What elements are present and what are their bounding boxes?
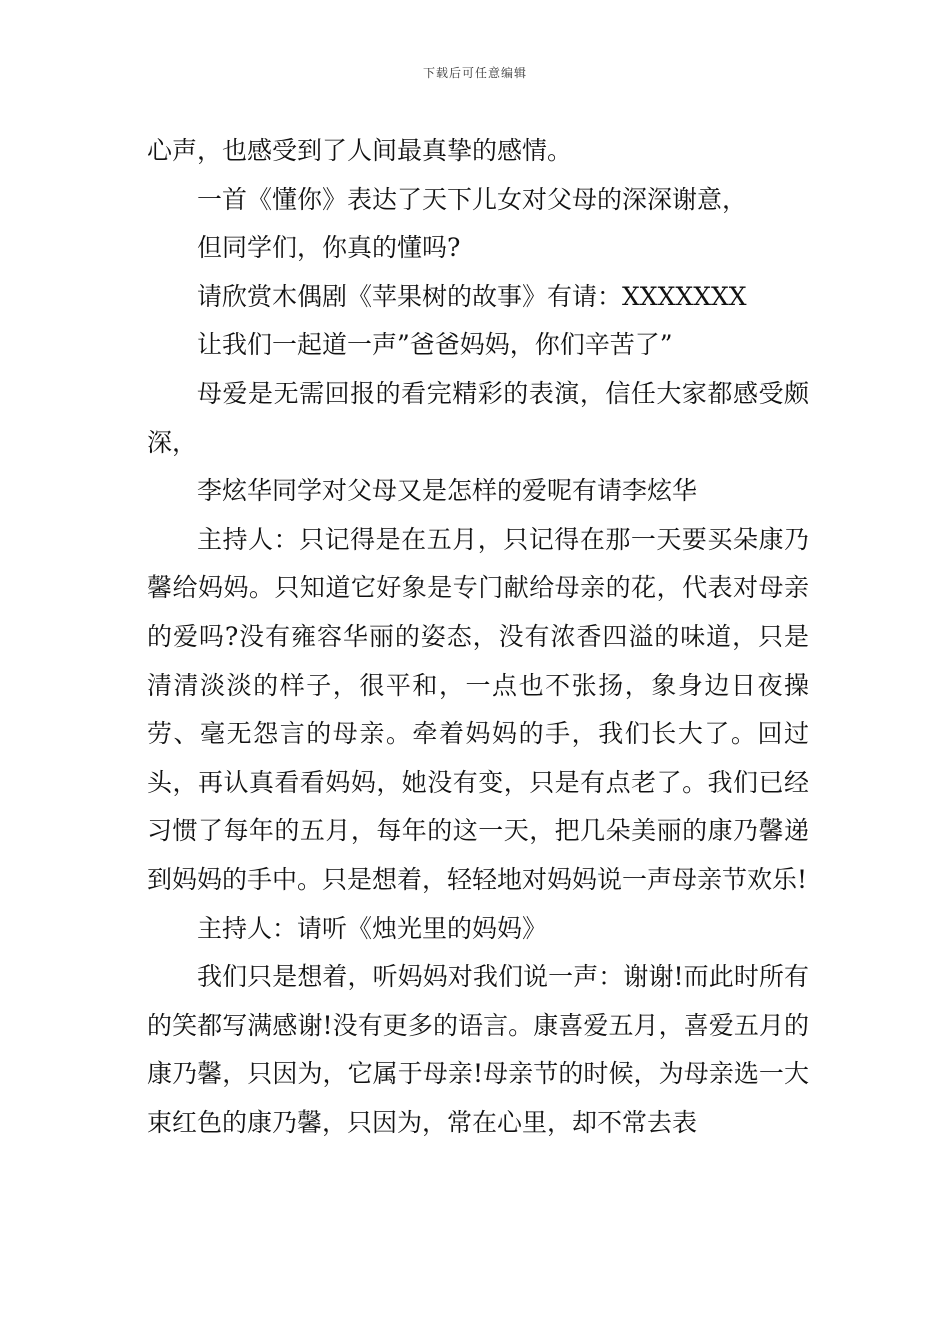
- page-header: 下载后可任意编辑: [422, 66, 527, 80]
- paragraph: 让我们一起道一声”爸爸妈妈，你们辛苦了”: [197, 330, 673, 360]
- paragraph: 一首《懂你》表达了天下儿女对父母的深深谢意，: [197, 184, 748, 214]
- paragraph: 心声，也感受到了人间最真挚的感情。: [147, 136, 573, 165]
- document-body: [147, 127, 809, 1147]
- paragraph: 但同学们，你真的懂吗?: [197, 233, 461, 263]
- paragraph: 母爱是无需回报的看完精彩的表演，信任大家都感受颇深，: [147, 378, 809, 457]
- paragraph: 李炫华同学对父母又是怎样的爱呢有请李炫华: [197, 476, 698, 506]
- paragraph: 主持人：请听《烛光里的妈妈》: [197, 913, 548, 943]
- paragraph: 主持人：只记得是在五月，只记得在那一天要买朵康乃馨给妈妈。只知道它好象是专门献给母亲的花，代表对母亲的爱吗?没有雍容华丽的姿态，没有浓香四溢的味道，只是清清淡淡的样子，很平和，一点也不张扬，象身边日夜操劳、毫无怨言的母亲。牵着妈妈的手，我们长大了。回过头，再认真看看妈妈，她没有变，只是有点老了。我们已经习惯了每年的五月，每年的这一天，把几朵美丽的康乃馨递到妈妈的手中。只是想着，轻轻地对妈妈说一声母亲节欢乐!: [147, 524, 809, 894]
- paragraph: 请欣赏木偶剧《苹果树的故事》有请：XXXXXXX: [197, 281, 747, 311]
- paragraph: 我们只是想着，听妈妈对我们说一声：谢谢!而此时所有的笑都写满感谢!没有更多的语言。康喜爱五月，喜爱五月的康乃馨，只因为，它属于母亲!母亲节的时候，为母亲选一大束红色的康乃馨，只因为，常在心里，却不常去表: [147, 962, 809, 1137]
